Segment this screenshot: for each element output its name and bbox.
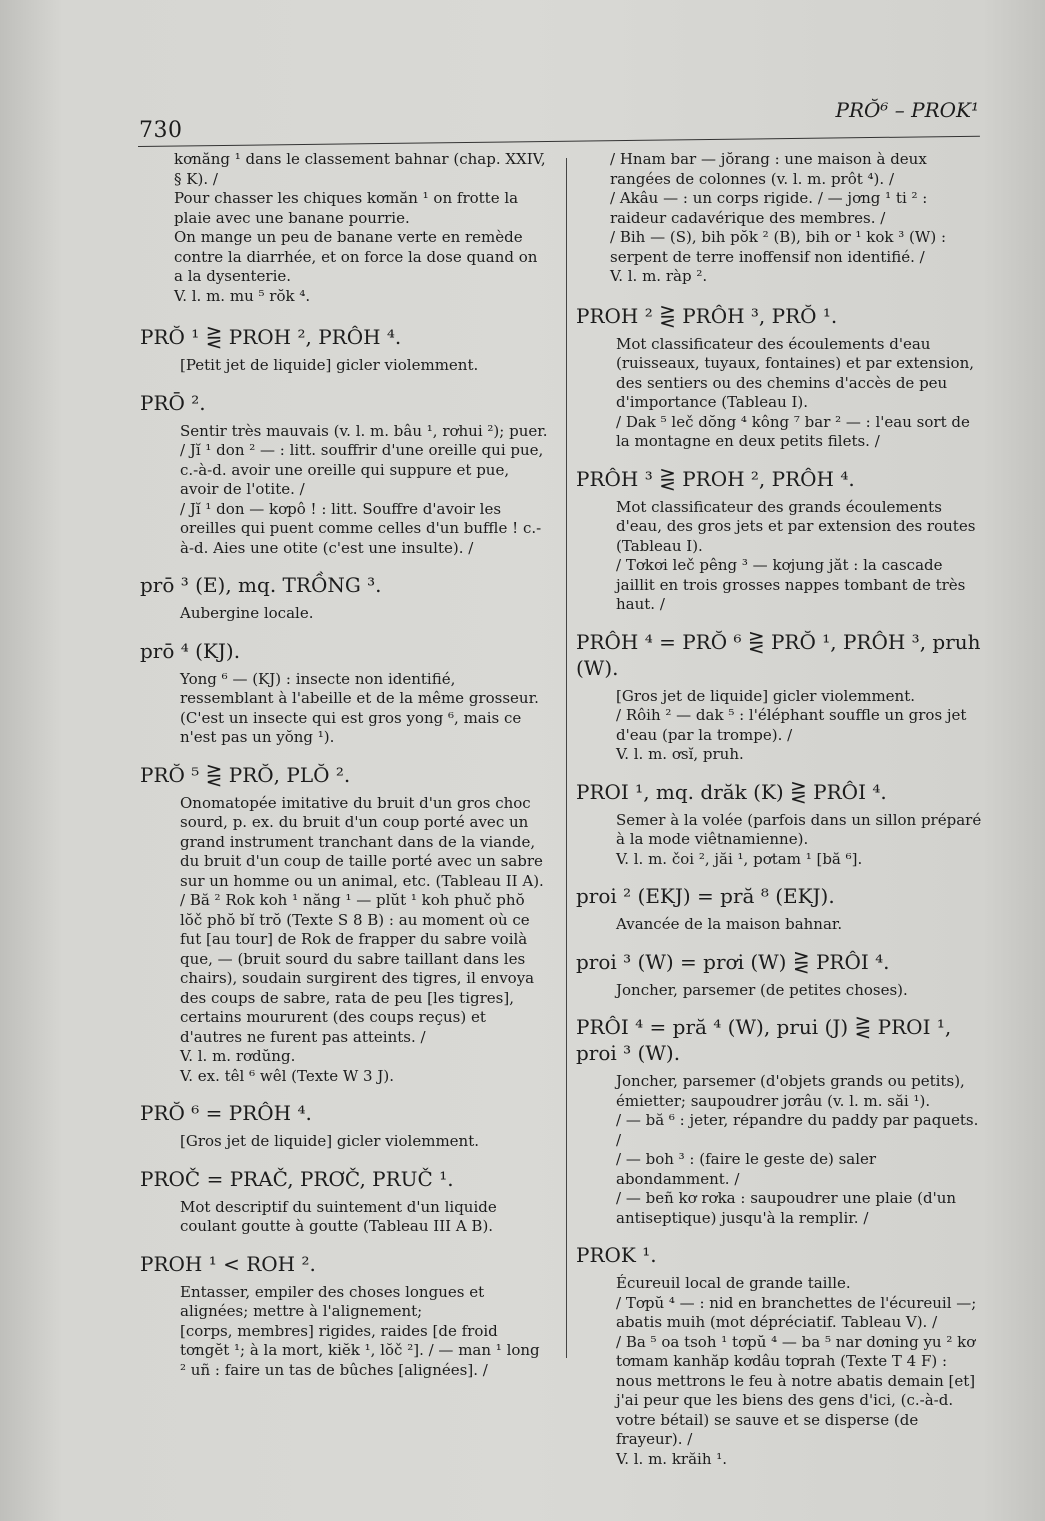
example-line: / — boh ³ : (faire le geste de) saler abondamment. /: [616, 1150, 877, 1188]
dictionary-entry: [576, 629, 986, 765]
headword: PROI ¹, mq. drăk (K) ⋛ PRÔI ⁴.: [576, 779, 887, 804]
headword: PRÔH ⁴ = PRŎ ⁶ ⋛ PRŎ ¹, PRÔH ³, pruh (W).: [576, 629, 981, 680]
definition-line: Semer à la volée (parfois dans un sillon préparé à la mode viêtnamienne).: [616, 810, 982, 848]
example-line: Yong ⁶ — (KJ) : insecte non identifié, ressemblant à l'abeille et de la même grosseur.: [180, 669, 539, 707]
example-line: / Dak ⁵ leč dŏng ⁴ kông ⁷ bar ² — : l'eau sort de la montagne en deux petits filets. /: [616, 412, 970, 450]
cross-reference: V. ex. têl ⁶ wêl (Texte W 3 J).: [180, 1066, 394, 1085]
example-line: / Hnam bar — jŏrang : une maison à deux rangées de colonnes (v. l. m. prôt ⁴). /: [610, 150, 927, 188]
dictionary-entry: [140, 1166, 550, 1237]
dictionary-entry: [576, 883, 986, 935]
definition-line: Onomatopée imitative du bruit d'un gros choc sourd, p. ex. du bruit d'un coup porté avec un grand instrument tranchant dans de la viande, du bruit d'un coup de taille porté avec un sabre sur un homme ou un animal, etc. (Tableau II A).: [180, 793, 544, 890]
example-line: / Akâu — : un corps rigide. / — jơng ¹ ti ² : raideur cadavérique des membres. /: [610, 189, 928, 227]
cross-reference: V. l. m. rơdŭng.: [180, 1047, 296, 1065]
dictionary-entry: [140, 1100, 550, 1152]
example-line: / Bă ² Rok koh ¹ năng ¹ — plŭt ¹ koh phuč phŏ lŏč phŏ bĭ trŏ (Texte S 8 B) : au moment où ce fut [au tour] de Rok de frapper du sabre voilà que, — (bruit sourd du sabre taillant dans les chairs), soudain surgirent des tigres, il envoya des coups de sabre, rata de peu [les tigres], certains moururent (des coups reçus) et d'autres ne furent pas atteints. /: [180, 891, 535, 1046]
example-line: / Rôih ² — dak ⁵ : l'éléphant souffle un gros jet d'eau (par la trompe). /: [616, 706, 967, 744]
definition-line: Joncher, parsemer (de petites choses).: [616, 980, 908, 999]
cross-reference: V. l. m. čoi ², jăi ¹, pơtam ¹ [bă ⁶].: [616, 849, 863, 868]
definition-line: Sentir très mauvais (v. l. m. bâu ¹, rơhui ²); puer.: [180, 421, 548, 440]
dictionary-entry: [140, 324, 550, 376]
headword: PRŌ ².: [140, 390, 206, 415]
headword: PRŎ ⁶ = PRÔH ⁴.: [140, 1101, 312, 1125]
dictionary-entry: [140, 390, 550, 559]
dictionary-entry: [576, 1242, 986, 1469]
headword: PRŎ ⁵ ⋛ PRŎ, PLŎ ².: [140, 762, 351, 787]
example-line: / Tơkơi leč pêng ³ — kơjung jăt : la cascade jaillit en trois grosses nappes tombant de très haut. /: [616, 556, 966, 613]
definition-line: [corps, membres] rigides, raides [de froid tơngĕt ¹; à la mort, kiĕk ¹, lŏč ²]. / — man ¹ long ² uñ : faire un tas de bûches [alignées]. /: [180, 1321, 540, 1379]
cross-reference: V. l. m. krăih ¹.: [616, 1449, 728, 1468]
text-line: V. l. m. mu ⁵ rŏk ⁴.: [174, 286, 311, 305]
definition-line: [Petit jet de liquide] gicler violemment.: [180, 356, 479, 374]
headword: PROH ² ⋛ PRÔH ³, PRŎ ¹.: [576, 303, 838, 328]
headword: PRÔH ³ ⋛ PROH ², PRÔH ⁴.: [576, 466, 855, 491]
dictionary-entry: [140, 1251, 550, 1381]
definition-line: Mot classificateur des grands écoulements d'eau, des gros jets et par extension des routes (Tableau I).: [616, 497, 976, 555]
headword: proi ³ (W) = prơi (W) ⋛ PRÔI ⁴.: [576, 949, 890, 974]
definition-line: (C'est un insecte qui est gros yong ⁶, mais ce n'est pas un yŏng ¹).: [180, 708, 522, 746]
dictionary-entry: [576, 949, 986, 1001]
example-line: / Bih — (S), bih pŏk ² (B), bih or ¹ kok ³ (W) : serpent de terre inoffensif non identifié. /: [610, 228, 946, 266]
headword: PROH ¹ < ROH ².: [140, 1251, 316, 1276]
right-column: [576, 150, 986, 1483]
left-column: [140, 150, 550, 1394]
definition-line: Aubergine locale.: [180, 604, 314, 622]
headword: PROČ = PRAČ, PRƠČ, PRUČ ¹.: [140, 1166, 454, 1191]
example-line: / Jĭ ¹ don — kơpô ! : litt. Souffre d'avoir les oreilles qui puent comme celles d'un buffle ! c.-à-d. Aies une otite (c'est une insulte). /: [180, 499, 542, 557]
text-line: kơnăng ¹ dans le classement bahnar (chap. XXIV, § K). /: [174, 150, 546, 188]
headword: prō ⁴ (KJ).: [140, 638, 241, 663]
example-line: / Ba ⁵ oa tsoh ¹ tơpŭ ⁴ — ba ⁵ nar dơning yu ² kơ tơmam kanhăp kơdâu tơprah (Texte T 4 F) : nous mettrons le feu à notre abatis demain [et] j'ai peur que les biens des gens d'ici, (c.-à-d. votre bétail) se sauve et se disperse (de frayeur). /: [616, 1332, 976, 1448]
definition-line: Mot classificateur des écoulements d'eau (ruisseaux, tuyaux, fontaines) et par extension, des sentiers ou des chemins d'accès de peu d'importance (Tableau I).: [616, 334, 974, 411]
definition-line: [Gros jet de liquide] gicler violemment.: [616, 686, 915, 705]
definition-line: Mot descriptif du suintement d'un liquide coulant goutte à goutte (Tableau III A B).: [180, 1197, 497, 1235]
continuation-text: [150, 150, 550, 306]
cross-reference: V. l. m. ơsĭ, pruh.: [616, 745, 744, 763]
column-divider: [566, 158, 567, 1358]
example-line: / Jĭ ¹ don ² — : litt. souffrir d'une oreille qui pue, c.-à-d. avoir une oreille qui suppure et pue, avoir de l'otite. /: [180, 441, 544, 498]
dictionary-entry: [576, 303, 986, 452]
continuation-text: [586, 150, 986, 287]
example-line: / Tơpŭ ⁴ — : nid en branchettes de l'écureuil —; abatis muih (mot dépréciatif. Tableau V). /: [616, 1293, 977, 1331]
cross-reference: V. l. m. ràp ².: [610, 267, 708, 285]
headword: PRŎ ¹ ⋛ PROH ², PRÔH ⁴.: [140, 325, 402, 349]
definition-line: Entasser, empiler des choses longues et alignées; mettre à l'alignement;: [180, 1282, 485, 1320]
dictionary-entry: [576, 466, 986, 615]
headword: PROK ¹.: [576, 1243, 657, 1267]
dictionary-entry: [576, 1014, 986, 1228]
text-line: On mange un peu de banane verte en remède contre la diarrhée, et on force la dose quand on a la dysenterie.: [174, 228, 538, 285]
definition-line: Avancée de la maison bahnar.: [616, 915, 843, 933]
definition-line: Joncher, parsemer (d'objets grands ou petits), émietter; saupoudrer jơrâu (v. l. m. săi ¹).: [616, 1072, 965, 1110]
header-rule: [138, 136, 980, 147]
dictionary-entry: [140, 572, 550, 624]
headword: PRÔI ⁴ = pră ⁴ (W), prui (J) ⋛ PROI ¹, proi ³ (W).: [576, 1015, 952, 1065]
example-line: / — beñ kơ rơka : saupoudrer une plaie (d'un antiseptique) jusqu'à la remplir. /: [616, 1189, 957, 1227]
dictionary-entry: [576, 779, 986, 870]
definition-line: [Gros jet de liquide] gicler violemment.: [180, 1132, 479, 1150]
headword: prō ³ (E), mq. TRỒNG ³.: [140, 573, 382, 597]
text-line: Pour chasser les chiques kơmăn ¹ on frotte la plaie avec une banane pourrie.: [174, 189, 519, 227]
headword: proi ² (EKJ) = pră ⁸ (EKJ).: [576, 884, 835, 908]
definition-line: Écureuil local de grande taille.: [616, 1274, 851, 1292]
dictionary-entry: [140, 638, 550, 748]
page-number: 730: [139, 118, 183, 143]
dictionary-entry: [140, 762, 550, 1087]
example-line: / — bă ⁶ : jeter, répandre du paddy par paquets. /: [616, 1111, 979, 1149]
running-head: PRŎ⁶ – PROK¹: [835, 98, 979, 122]
